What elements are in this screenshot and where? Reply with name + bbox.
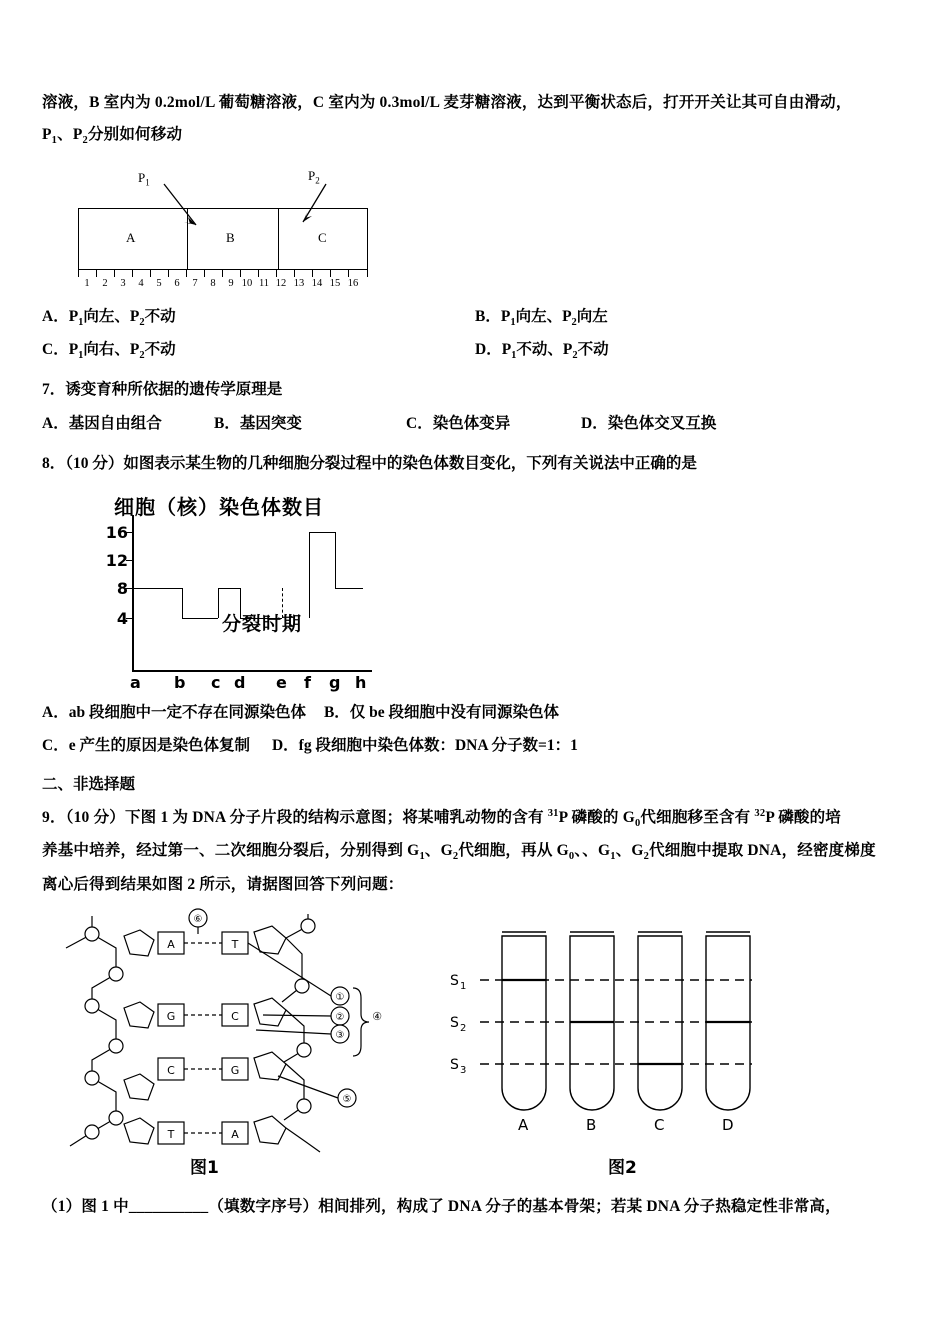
chart-seg-fg [309,532,335,533]
dna-base-left-3: C [167,1063,175,1077]
chart-ylabel-16: 16 [105,523,128,543]
q9-answer-line: （1）图 1 中__________（填数字序号）相间排列，构成了 DNA 分子的基本骨架；若某 DNA 分子热稳定性非常高， [42,1197,841,1215]
q8-option-c-label: e 产生的原因是染色体复制 [68,736,250,754]
q7-option-a-key: A． [42,415,69,433]
tick-num-16: 16 [347,277,359,289]
tube-band-label-s1: S [450,972,459,989]
q7-option-d-key: D． [581,415,608,433]
chart-xlabel-c: c [211,673,221,693]
tick-num-14: 14 [311,277,323,289]
dna-base-right-3: G [230,1063,240,1077]
chart-xlabel-b: b [174,673,186,693]
q6-option-c-mid: 向右、P [83,340,140,358]
tube-tick-marks [78,270,368,278]
chart-ylabel-8: 8 [116,579,128,599]
figure-row-dna-and-tubes [42,908,908,1178]
q7-option-c[interactable] [406,407,581,441]
tick-num-1: 1 [84,277,90,289]
tick-num-10: 10 [241,277,253,289]
chart-ytick-8 [126,588,133,589]
chart-seg-f-rise [309,532,310,618]
q9-l2c: 代细胞，再从 G [458,842,569,860]
dna-base-left-4: T [167,1127,175,1141]
tick-num-13: 13 [293,277,305,289]
q9-sup2: 32 [754,807,766,819]
q8-option-d-label: fg 段细胞中染色体数：DNA 分子数=1：1 [298,736,578,754]
q7-option-d-label: 染色体交叉互换 [607,415,717,433]
q6-option-d-key: D． [475,340,502,358]
q6-option-c-sub1: 1 [78,350,84,362]
q8-option-b-key: B． [323,704,350,722]
q6-option-a-mid: 向左、P [83,307,140,325]
top-paragraph-line2 [42,120,908,152]
tube-tick-numbers [74,278,374,292]
q9-sub3: 2 [452,851,459,863]
chart-x-axis-title: 分裂时期 [222,613,303,636]
pointer-label-p2 [308,168,320,186]
q8-option-d-key: D． [271,736,299,754]
q7-option-d[interactable] [581,407,908,441]
q6-option-d[interactable] [475,334,908,367]
pointer-p2-text: P [308,167,316,183]
q7-option-c-label: 染色体变异 [432,415,511,433]
q6-options-row1 [42,301,908,334]
q8-option-a-label: ab 段细胞中一定不存在同源染色体 [68,704,306,722]
tube-label-a: A [518,1115,529,1134]
q9-sup1: 31 [547,807,559,819]
chart-title-text: 细胞（核）染色体数目 [114,495,324,520]
dna-base-left-1: A [167,937,175,951]
dna-base-right-1: T [231,937,239,951]
p-mid: 、P [57,126,83,144]
q7-option-c-key: C． [406,415,433,433]
dna-base-right-4: A [231,1127,239,1141]
q6-option-b[interactable] [475,301,908,334]
q8-stem: 8．（10 分）如图表示某生物的几种细胞分裂过程中的染色体数目变化，下列有关说法中正确的是 [42,455,697,473]
tick-num-11: 11 [258,277,270,289]
q8-option-c[interactable] [42,730,250,763]
q7-option-a[interactable] [42,407,214,441]
q6-option-a-sub1: 1 [78,316,84,328]
figure2-caption: 图2 [608,1157,637,1178]
tick-num-9: 9 [228,277,234,289]
q9-sub6: 2 [643,851,650,863]
q6-option-a[interactable] [42,301,475,334]
tube-band-label-s3: S [450,1056,459,1073]
q9-l1d: P 磷酸的培 [765,808,842,826]
dna-callout-5: ⑤ [342,1093,352,1105]
q6-option-b-sub1: 1 [510,316,516,328]
figure-chromosome-number-chart [72,491,542,691]
q7-option-b-key: B． [214,415,240,433]
q7-option-b-label: 基因突变 [239,415,302,433]
top-paragraph-line1: 溶液，B 室内为 0.2mol/L 葡萄糖溶液，C 室内为 0.3mol/L 麦芽糖溶液，达到平衡状态后，打开开关让其可自由滑动， [42,94,852,111]
q6-option-b-sub2: 2 [571,316,577,328]
chart-ytick-12 [126,560,133,561]
q6-option-d-pre: P [501,340,512,358]
q6-option-c-post: 不动 [144,340,176,358]
chart-ytick-4 [126,618,133,619]
q9-l1b: P 磷酸的 G [558,808,635,826]
q8-options-row1 [42,697,908,730]
q6-option-a-post: 不动 [144,307,176,325]
chart-x-axis [132,670,372,672]
chamber-label-c: C [318,229,327,245]
chart-seg-ab [134,588,182,589]
page-content [42,88,908,1224]
q7-option-b[interactable] [214,407,406,441]
chart-ylabel-12: 12 [105,551,128,571]
chart-xlabel-d: d [234,673,246,693]
q9-l2f: 代细胞中提取 DNA，经密度梯度 [649,842,876,860]
tube-label-d: D [722,1115,734,1134]
q6-option-d-sub1: 1 [511,350,517,362]
q6-option-c-sub2: 2 [139,350,145,362]
tick-num-12: 12 [275,277,287,289]
tube-band-label-s1-sub: 1 [460,980,467,992]
figure-centrifuge-tubes [450,918,772,1148]
q6-option-d-mid: 不动、P [516,340,573,358]
q6-option-a-pre: P [68,307,79,325]
chart-seg-gh [335,588,363,589]
dna-callout-2: ② [335,1011,345,1023]
tube-band-label-s2: S [450,1014,459,1031]
pointer-p1-text: P [138,169,146,185]
q6-option-c-key: C． [42,340,69,358]
tick-num-2: 2 [102,277,108,289]
q9-line1 [42,803,908,835]
p2-sub: 2 [82,135,88,147]
q9-l2d: 、、G [574,842,611,860]
dna-callout-6: ⑥ [193,913,203,925]
q9-l1c: 代细胞移至含有 [640,808,755,826]
tube-label-c: C [654,1115,665,1134]
q8-option-a-key: A． [42,704,69,722]
q6-option-d-sub2: 2 [572,350,578,362]
dna-callout-1: ① [335,991,345,1003]
q9-l2e: 、G [615,842,644,860]
q9-l2a: 养基中培养，经过第一、二次细胞分裂后，分别得到 G [42,842,420,860]
q6-option-b-pre: P [500,307,511,325]
chart-xlabel-f: f [304,673,311,693]
q6-options-row2 [42,334,908,367]
q6-option-a-key: A． [42,307,69,325]
chart-seg-g-drop [335,532,336,588]
q6-option-a-sub2: 2 [139,316,145,328]
tube-divider-p2 [278,208,279,270]
chamber-label-a: A [126,229,136,245]
dna-base-right-2: C [231,1009,239,1023]
figure-three-chamber-tube [60,162,480,297]
chart-xlabel-a: a [130,673,141,693]
tube-divider-p1 [187,208,188,270]
tube-label-b: B [586,1115,597,1134]
q9-sub1: 0 [634,817,641,829]
q6-option-c-pre: P [68,340,79,358]
q8-option-c-key: C． [42,736,69,754]
tick-num-3: 3 [120,277,126,289]
q8-option-b[interactable] [324,697,559,730]
q8-option-a[interactable] [42,697,306,730]
pointer-p2-sub: 2 [315,175,320,186]
tick-num-5: 5 [156,277,162,289]
chart-seg-bc [182,618,218,619]
q9-sub2: 1 [419,851,425,863]
chamber-label-b: B [226,229,235,245]
tube-band-label-s3-sub: 3 [460,1064,467,1076]
chart-ytick-16 [126,532,133,533]
dna-callout-3: ③ [335,1029,345,1041]
p-post: 分别如何移动 [87,126,183,144]
q6-option-b-key: B． [475,307,501,325]
q6-option-c[interactable] [42,334,475,367]
tick-num-6: 6 [174,277,180,289]
chart-xlabel-h: h [355,673,367,693]
section2-title: 二、非选择题 [42,776,136,794]
chart-y-axis [132,515,134,670]
q7-option-a-label: 基因自由组合 [68,415,162,433]
p1-sub: 1 [51,135,58,147]
tick-num-8: 8 [210,277,216,289]
figure1-caption: 图1 [190,1157,219,1178]
chart-seg-b-drop [182,588,183,618]
chart-seg-cd [218,588,240,589]
chart-xlabel-g: g [329,673,341,693]
q8-option-b-label: 仅 be 段细胞中没有同源染色体 [349,704,560,722]
q9-l2b: 、G [424,842,453,860]
dna-base-left-2: G [166,1009,176,1023]
pointer-p1-sub: 1 [145,177,150,188]
pointer-label-p1 [138,170,150,188]
chart-ylabel-4: 4 [116,609,128,629]
tick-num-4: 4 [138,277,144,289]
q8-options-row2 [42,730,908,763]
figure-dna-structure [50,910,390,1160]
q6-option-b-mid: 向左、P [515,307,572,325]
q6-option-b-post: 向左 [576,307,608,325]
chart-xlabel-e: e [276,673,287,693]
q7-stem: 7．诱变育种所依据的遗传学原理是 [42,381,283,399]
p1-text: P [42,126,52,144]
tube-band-label-s2-sub: 2 [460,1022,467,1034]
q7-options [42,407,908,441]
q9-l1a: 9．（10 分）下图 1 为 DNA 分子片段的结构示意图；将某哺乳动物的含有 [42,808,548,826]
tick-num-15: 15 [329,277,341,289]
chart-seg-c-rise [218,588,219,618]
q9-sub4: 0 [568,851,575,863]
q6-option-d-post: 不动 [577,340,609,358]
q8-option-d[interactable] [272,730,578,763]
q9-sub5: 1 [610,851,616,863]
tick-num-7: 7 [192,277,198,289]
dna-callout-4: ④ [372,1009,382,1023]
q9-line2 [42,836,908,868]
q9-line3: 离心后得到结果如图 2 所示，请据图回答下列问题： [42,875,404,893]
